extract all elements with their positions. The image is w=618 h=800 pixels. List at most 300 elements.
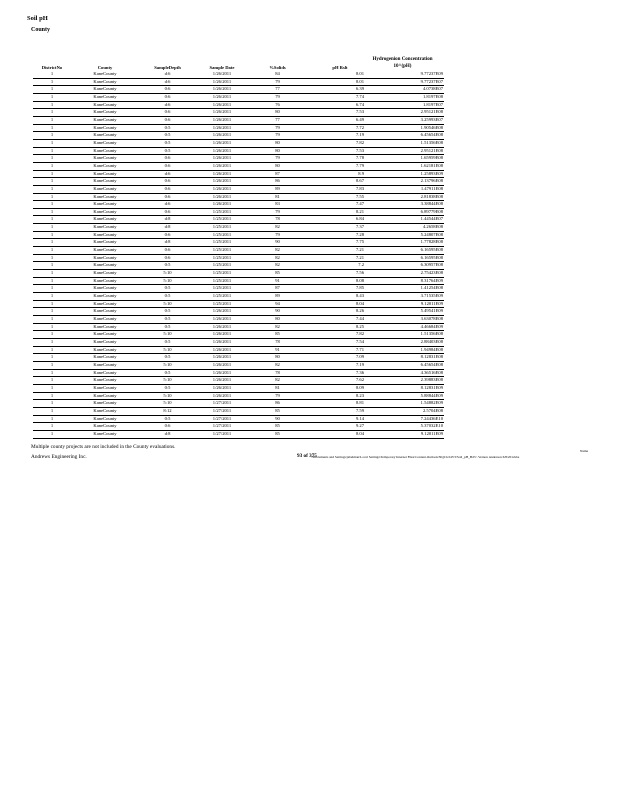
cell-county: KaneCounty bbox=[71, 415, 139, 423]
cell-sample-date: 1/25/2011 bbox=[196, 293, 248, 301]
cell-ph-rslt: 7.47 bbox=[307, 201, 373, 209]
cell-hydrogen-concentration: 1.77828E08 bbox=[373, 239, 444, 247]
cell-county: KaneCounty bbox=[71, 78, 139, 86]
table-row bbox=[33, 155, 444, 163]
cell-districtno: 1 bbox=[33, 361, 71, 369]
cell-sample-date: 1/26/2011 bbox=[196, 78, 248, 86]
cell-hydrogen-concentration: 1.51356E08 bbox=[373, 139, 444, 147]
table-row bbox=[33, 162, 444, 170]
cell-county: KaneCounty bbox=[71, 400, 139, 408]
cell-solids: 80 bbox=[248, 109, 307, 117]
cell-county: KaneCounty bbox=[71, 193, 139, 201]
cell-hydrogen-concentration: 4.46684E09 bbox=[373, 323, 444, 331]
table-row bbox=[33, 116, 444, 124]
table-row bbox=[33, 239, 444, 247]
cell-districtno: 1 bbox=[33, 308, 71, 316]
cell-sampledepth: 0:6 bbox=[139, 162, 196, 170]
cell-county: KaneCounty bbox=[71, 331, 139, 339]
cell-sampledepth: 0:5 bbox=[139, 124, 196, 132]
cell-sample-date: 1/25/2011 bbox=[196, 262, 248, 270]
cell-hydrogen-concentration: 6.30957E08 bbox=[373, 262, 444, 270]
cell-sampledepth: 0:5 bbox=[139, 262, 196, 270]
cell-ph-rslt: 7.79 bbox=[307, 162, 373, 170]
cell-ph-rslt: 7.2 bbox=[307, 262, 373, 270]
cell-districtno: 1 bbox=[33, 430, 71, 438]
cell-sampledepth: d:6 bbox=[139, 78, 196, 86]
cell-ph-rslt: 7.85 bbox=[307, 285, 373, 293]
cell-hydrogen-concentration: 1.25893E09 bbox=[373, 170, 444, 178]
cell-county: KaneCounty bbox=[71, 316, 139, 324]
cell-sampledepth: 5:10 bbox=[139, 300, 196, 308]
footer-company: Andrews Engineering Inc. bbox=[31, 454, 87, 460]
table-row bbox=[33, 224, 444, 232]
cell-solids: 79 bbox=[248, 78, 307, 86]
cell-sample-date: 1/26/2011 bbox=[196, 178, 248, 186]
cell-ph-rslt: 8.04 bbox=[307, 300, 373, 308]
cell-county: KaneCounty bbox=[71, 247, 139, 255]
table-row bbox=[33, 316, 444, 324]
cell-ph-rslt: 6.74 bbox=[307, 101, 373, 109]
cell-sampledepth: 5:10 bbox=[139, 392, 196, 400]
cell-sample-date: 1/26/2011 bbox=[196, 139, 248, 147]
cell-districtno: 1 bbox=[33, 323, 71, 331]
cell-ph-rslt: 8.08 bbox=[307, 277, 373, 285]
cell-hydrogen-concentration: 8.12831E09 bbox=[373, 384, 444, 392]
cell-sampledepth: 0:6 bbox=[139, 155, 196, 163]
cell-county: KaneCounty bbox=[71, 231, 139, 239]
cell-ph-rslt: 7.19 bbox=[307, 361, 373, 369]
cell-districtno: 1 bbox=[33, 132, 71, 140]
cell-districtno: 1 bbox=[33, 338, 71, 346]
cell-solids: 82 bbox=[248, 254, 307, 262]
cell-county: KaneCounty bbox=[71, 139, 139, 147]
cell-ph-rslt: 7.37 bbox=[307, 224, 373, 232]
cell-county: KaneCounty bbox=[71, 109, 139, 117]
cell-ph-rslt: 8.09 bbox=[307, 384, 373, 392]
cell-sample-date: 1/26/2011 bbox=[196, 155, 248, 163]
report-title: Soil pH bbox=[27, 15, 48, 22]
cell-ph-rslt: 9.27 bbox=[307, 423, 373, 431]
cell-sample-date: 1/25/2011 bbox=[196, 224, 248, 232]
hydrogen-header-line1: Hydrogenion Concentration bbox=[372, 57, 433, 62]
cell-solids: 79 bbox=[248, 392, 307, 400]
cell-ph-rslt: 8.21 bbox=[307, 208, 373, 216]
cell-sampledepth: 0:6 bbox=[139, 247, 196, 255]
soil-ph-table bbox=[33, 65, 444, 439]
table-row bbox=[33, 208, 444, 216]
cell-ph-rslt: 8.23 bbox=[307, 392, 373, 400]
cell-hydrogen-concentration: 4.36516E08 bbox=[373, 369, 444, 377]
cell-hydrogen-concentration: 6.16595E08 bbox=[373, 247, 444, 255]
cell-sample-date: 1/26/2011 bbox=[196, 101, 248, 109]
cell-districtno: 1 bbox=[33, 116, 71, 124]
cell-districtno: 1 bbox=[33, 415, 71, 423]
cell-sampledepth: 0:5 bbox=[139, 415, 196, 423]
cell-solids: 86 bbox=[248, 400, 307, 408]
cell-sampledepth: 0:5 bbox=[139, 139, 196, 147]
cell-sampledepth: 5:10 bbox=[139, 277, 196, 285]
footer-note: Multiple county projects are not included in the County evaluations. bbox=[31, 444, 176, 450]
cell-sampledepth: 0:5 bbox=[139, 354, 196, 362]
cell-county: KaneCounty bbox=[71, 170, 139, 178]
table-row bbox=[33, 193, 444, 201]
col-header-districtno: DistrictNo bbox=[41, 65, 63, 70]
cell-solids: 78 bbox=[248, 369, 307, 377]
cell-solids: 81 bbox=[248, 193, 307, 201]
cell-county: KaneCounty bbox=[71, 285, 139, 293]
cell-districtno: 1 bbox=[33, 400, 71, 408]
cell-solids: 85 bbox=[248, 423, 307, 431]
cell-solids: 85 bbox=[248, 407, 307, 415]
cell-solids: 85 bbox=[248, 331, 307, 339]
cell-sample-date: 1/27/2011 bbox=[196, 430, 248, 438]
cell-hydrogen-concentration: 6.45654E08 bbox=[373, 132, 444, 140]
cell-hydrogen-concentration: 1.62181E08 bbox=[373, 162, 444, 170]
cell-sampledepth: 0:6 bbox=[139, 109, 196, 117]
cell-districtno: 1 bbox=[33, 162, 71, 170]
cell-solids: 90 bbox=[248, 415, 307, 423]
cell-solids: 94 bbox=[248, 300, 307, 308]
cell-solids: 87 bbox=[248, 285, 307, 293]
cell-districtno: 1 bbox=[33, 201, 71, 209]
cell-sample-date: 1/26/2011 bbox=[196, 331, 248, 339]
cell-districtno: 1 bbox=[33, 369, 71, 377]
cell-sample-date: 1/26/2011 bbox=[196, 384, 248, 392]
table-row bbox=[33, 262, 444, 270]
cell-hydrogen-concentration: 5.49541E09 bbox=[373, 308, 444, 316]
cell-ph-rslt: 6.84 bbox=[307, 216, 373, 224]
table-row bbox=[33, 392, 444, 400]
cell-hydrogen-concentration: 2.75423E08 bbox=[373, 270, 444, 278]
table-row bbox=[33, 293, 444, 301]
cell-hydrogen-concentration: 3.25993E07 bbox=[373, 116, 444, 124]
cell-solids: 79 bbox=[248, 155, 307, 163]
cell-hydrogen-concentration: 2.13796E08 bbox=[373, 178, 444, 186]
cell-sampledepth: 0:6 bbox=[139, 208, 196, 216]
col-header-solids: %Solids bbox=[269, 65, 286, 70]
cell-ph-rslt: 7.82 bbox=[307, 331, 373, 339]
table-row bbox=[33, 139, 444, 147]
cell-ph-rslt: 7.55 bbox=[307, 193, 373, 201]
table-row bbox=[33, 323, 444, 331]
table-row bbox=[33, 407, 444, 415]
cell-sample-date: 1/25/2011 bbox=[196, 300, 248, 308]
cell-ph-rslt: 7.53 bbox=[307, 147, 373, 155]
cell-districtno: 1 bbox=[33, 285, 71, 293]
cell-ph-rslt: 7.09 bbox=[307, 354, 373, 362]
cell-hydrogen-concentration: 1.44544E07 bbox=[373, 216, 444, 224]
cell-sampledepth: 0:5 bbox=[139, 384, 196, 392]
cell-ph-rslt: 7.78 bbox=[307, 155, 373, 163]
cell-ph-rslt: 8.01 bbox=[307, 78, 373, 86]
cell-hydrogen-concentration: 5.24807E08 bbox=[373, 231, 444, 239]
cell-county: KaneCounty bbox=[71, 392, 139, 400]
cell-county: KaneCounty bbox=[71, 270, 139, 278]
cell-districtno: 1 bbox=[33, 300, 71, 308]
cell-county: KaneCounty bbox=[71, 262, 139, 270]
cell-districtno: 1 bbox=[33, 293, 71, 301]
cell-county: KaneCounty bbox=[71, 338, 139, 346]
table-row bbox=[33, 132, 444, 140]
cell-hydrogen-concentration: 2.95121E08 bbox=[373, 147, 444, 155]
cell-hydrogen-concentration: 8.12831E08 bbox=[373, 354, 444, 362]
cell-ph-rslt: 7.54 bbox=[307, 338, 373, 346]
cell-county: KaneCounty bbox=[71, 93, 139, 101]
cell-solids: 82 bbox=[248, 361, 307, 369]
cell-solids: 80 bbox=[248, 354, 307, 362]
cell-districtno: 1 bbox=[33, 216, 71, 224]
cell-county: KaneCounty bbox=[71, 224, 139, 232]
cell-hydrogen-concentration: 1.8197E08 bbox=[373, 93, 444, 101]
cell-solids: 80 bbox=[248, 147, 307, 155]
cell-hydrogen-concentration: 5.88844E09 bbox=[373, 392, 444, 400]
cell-sample-date: 1/26/2011 bbox=[196, 124, 248, 132]
cell-sampledepth: 0:5 bbox=[139, 132, 196, 140]
cell-ph-rslt: 8.04 bbox=[307, 430, 373, 438]
cell-ph-rslt: 7.44 bbox=[307, 316, 373, 324]
cell-sample-date: 1/26/2011 bbox=[196, 147, 248, 155]
cell-districtno: 1 bbox=[33, 384, 71, 392]
hydrogen-header-line2: 10^(pH) bbox=[393, 64, 412, 69]
cell-sampledepth: 0:6 bbox=[139, 254, 196, 262]
cell-solids: 80 bbox=[248, 316, 307, 324]
cell-solids: 80 bbox=[248, 162, 307, 170]
cell-ph-rslt: 9.14 bbox=[307, 415, 373, 423]
cell-solids: 82 bbox=[248, 377, 307, 385]
table-row bbox=[33, 285, 444, 293]
cell-districtno: 1 bbox=[33, 71, 71, 78]
cell-solids: 79 bbox=[248, 132, 307, 140]
cell-sample-date: 1/25/2011 bbox=[196, 254, 248, 262]
cell-ph-rslt: 7.28 bbox=[307, 231, 373, 239]
cell-hydrogen-concentration: 1.94984E08 bbox=[373, 346, 444, 354]
table-row bbox=[33, 400, 444, 408]
cell-sample-date: 1/25/2011 bbox=[196, 285, 248, 293]
cell-ph-rslt: 8.43 bbox=[307, 293, 373, 301]
cell-districtno: 1 bbox=[33, 124, 71, 132]
cell-county: KaneCounty bbox=[71, 208, 139, 216]
cell-county: KaneCounty bbox=[71, 178, 139, 186]
cell-solids: 77 bbox=[248, 86, 307, 94]
cell-county: KaneCounty bbox=[71, 377, 139, 385]
cell-sampledepth: d:8 bbox=[139, 224, 196, 232]
cell-sampledepth: 0:6 bbox=[139, 93, 196, 101]
cell-ph-rslt: 8.26 bbox=[307, 308, 373, 316]
cell-hydrogen-concentration: 6.16595E08 bbox=[373, 254, 444, 262]
table-row bbox=[33, 430, 444, 438]
cell-county: KaneCounty bbox=[71, 216, 139, 224]
cell-sample-date: 1/26/2011 bbox=[196, 93, 248, 101]
cell-hydrogen-concentration: 1.8197E07 bbox=[373, 101, 444, 109]
table-row bbox=[33, 346, 444, 354]
cell-districtno: 1 bbox=[33, 277, 71, 285]
cell-county: KaneCounty bbox=[71, 185, 139, 193]
cell-districtno: 1 bbox=[33, 346, 71, 354]
table-row bbox=[33, 423, 444, 431]
table-row bbox=[33, 361, 444, 369]
cell-solids: 85 bbox=[248, 270, 307, 278]
cell-sample-date: 1/26/2011 bbox=[196, 377, 248, 385]
cell-sample-date: 1/26/2011 bbox=[196, 354, 248, 362]
table-row bbox=[33, 124, 444, 132]
cell-hydrogen-concentration: 1.54882E09 bbox=[373, 400, 444, 408]
cell-county: KaneCounty bbox=[71, 354, 139, 362]
cell-sample-date: 1/25/2011 bbox=[196, 216, 248, 224]
cell-ph-rslt: 7.56 bbox=[307, 270, 373, 278]
cell-districtno: 1 bbox=[33, 224, 71, 232]
cell-sample-date: 1/26/2011 bbox=[196, 201, 248, 209]
table-row bbox=[33, 170, 444, 178]
cell-sample-date: 1/26/2011 bbox=[196, 361, 248, 369]
cell-hydrogen-concentration: 1.47911E08 bbox=[373, 185, 444, 193]
cell-hydrogen-concentration: 3.63078E08 bbox=[373, 316, 444, 324]
cell-solids: 82 bbox=[248, 323, 307, 331]
cell-ph-rslt: 7.21 bbox=[307, 254, 373, 262]
cell-hydrogen-concentration: 3.38844E08 bbox=[373, 201, 444, 209]
cell-ph-rslt: 7.19 bbox=[307, 132, 373, 140]
cell-ph-rslt: 7.72 bbox=[307, 124, 373, 132]
report-subtitle: County bbox=[31, 27, 51, 33]
cell-solids: 90 bbox=[248, 308, 307, 316]
cell-hydrogen-concentration: 9.12011E09 bbox=[373, 300, 444, 308]
cell-solids: 79 bbox=[248, 208, 307, 216]
cell-districtno: 1 bbox=[33, 423, 71, 431]
cell-sampledepth: 0:5 bbox=[139, 293, 196, 301]
cell-districtno: 1 bbox=[33, 78, 71, 86]
cell-sample-date: 1/26/2011 bbox=[196, 162, 248, 170]
cell-hydrogen-concentration: 3.71535E09 bbox=[373, 293, 444, 301]
cell-solids: 77 bbox=[248, 116, 307, 124]
table-row bbox=[33, 354, 444, 362]
cell-hydrogen-concentration: 2.88403E08 bbox=[373, 338, 444, 346]
cell-ph-rslt: 7.53 bbox=[307, 109, 373, 117]
table-row bbox=[33, 277, 444, 285]
cell-sampledepth: 0:5 bbox=[139, 308, 196, 316]
cell-sampledepth: d:6 bbox=[139, 201, 196, 209]
table-row bbox=[33, 231, 444, 239]
cell-solids: 91 bbox=[248, 346, 307, 354]
cell-sample-date: 1/26/2011 bbox=[196, 308, 248, 316]
cell-districtno: 1 bbox=[33, 93, 71, 101]
cell-sample-date: 1/26/2011 bbox=[196, 193, 248, 201]
cell-solids: 89 bbox=[248, 293, 307, 301]
table-row bbox=[33, 185, 444, 193]
table-row bbox=[33, 201, 444, 209]
cell-county: KaneCounty bbox=[71, 71, 139, 78]
cell-ph-rslt: 7.82 bbox=[307, 139, 373, 147]
cell-sampledepth: 0:5 bbox=[139, 316, 196, 324]
cell-sample-date: 1/27/2011 bbox=[196, 400, 248, 408]
cell-ph-rslt: 8.9 bbox=[307, 170, 373, 178]
cell-county: KaneCounty bbox=[71, 124, 139, 132]
cell-sampledepth: 0:6 bbox=[139, 185, 196, 193]
cell-districtno: 1 bbox=[33, 239, 71, 247]
cell-districtno: 1 bbox=[33, 147, 71, 155]
cell-districtno: 1 bbox=[33, 193, 71, 201]
cell-ph-rslt: 6.49 bbox=[307, 116, 373, 124]
cell-sample-date: 1/27/2011 bbox=[196, 407, 248, 415]
cell-districtno: 1 bbox=[33, 185, 71, 193]
table-row bbox=[33, 338, 444, 346]
cell-county: KaneCounty bbox=[71, 384, 139, 392]
table-row bbox=[33, 247, 444, 255]
cell-sampledepth: 0:6 bbox=[139, 86, 196, 94]
cell-hydrogen-concentration: 2.5704E08 bbox=[373, 407, 444, 415]
cell-sample-date: 1/25/2011 bbox=[196, 247, 248, 255]
cell-ph-rslt: 7.36 bbox=[307, 369, 373, 377]
cell-sampledepth: 0:5 bbox=[139, 285, 196, 293]
table-row bbox=[33, 254, 444, 262]
cell-hydrogen-concentration: 1.51356E08 bbox=[373, 331, 444, 339]
cell-sample-date: 1/26/2011 bbox=[196, 132, 248, 140]
table-row bbox=[33, 384, 444, 392]
cell-ph-rslt: 7.83 bbox=[307, 185, 373, 193]
cell-county: KaneCounty bbox=[71, 361, 139, 369]
cell-hydrogen-concentration: 1.65959E08 bbox=[373, 155, 444, 163]
cell-county: KaneCounty bbox=[71, 132, 139, 140]
cell-solids: 79 bbox=[248, 124, 307, 132]
cell-sample-date: 1/26/2011 bbox=[196, 170, 248, 178]
cell-sampledepth: 5:10 bbox=[139, 331, 196, 339]
cell-sample-date: 1/26/2011 bbox=[196, 86, 248, 94]
cell-hydrogen-concentration: 4.2658E08 bbox=[373, 224, 444, 232]
table-row bbox=[33, 331, 444, 339]
table-row bbox=[33, 109, 444, 117]
table-row bbox=[33, 71, 444, 78]
cell-sampledepth: 0:5 bbox=[139, 323, 196, 331]
cell-county: KaneCounty bbox=[71, 116, 139, 124]
cell-solids: 86 bbox=[248, 178, 307, 186]
cell-hydrogen-concentration: 1.41254E08 bbox=[373, 285, 444, 293]
col-header-county: County bbox=[97, 65, 113, 70]
cell-hydrogen-concentration: 1.90546E08 bbox=[373, 124, 444, 132]
cell-sample-date: 1/26/2011 bbox=[196, 346, 248, 354]
cell-sample-date: 1/26/2011 bbox=[196, 316, 248, 324]
cell-districtno: 1 bbox=[33, 109, 71, 117]
cell-county: KaneCounty bbox=[71, 323, 139, 331]
cell-sampledepth: 0:5 bbox=[139, 147, 196, 155]
cell-sampledepth: 5:10 bbox=[139, 361, 196, 369]
table-row bbox=[33, 147, 444, 155]
cell-sample-date: 1/25/2011 bbox=[196, 231, 248, 239]
cell-county: KaneCounty bbox=[71, 300, 139, 308]
cell-sampledepth: 0:5 bbox=[139, 369, 196, 377]
cell-sampledepth: 0:6 bbox=[139, 193, 196, 201]
col-header-ph-rslt: pH Rslt bbox=[332, 65, 348, 70]
cell-sampledepth: 5:10 bbox=[139, 346, 196, 354]
cell-districtno: 1 bbox=[33, 178, 71, 186]
cell-sample-date: 1/25/2011 bbox=[196, 239, 248, 247]
cell-sampledepth: 0:6 bbox=[139, 231, 196, 239]
cell-districtno: 1 bbox=[33, 247, 71, 255]
cell-ph-rslt: 7.59 bbox=[307, 407, 373, 415]
cell-sampledepth: 0:6 bbox=[139, 423, 196, 431]
cell-hydrogen-concentration: 9.77237E07 bbox=[373, 78, 444, 86]
cell-solids: 85 bbox=[248, 430, 307, 438]
cell-county: KaneCounty bbox=[71, 101, 139, 109]
cell-sampledepth: d:8 bbox=[139, 216, 196, 224]
cell-county: KaneCounty bbox=[71, 308, 139, 316]
cell-sampledepth: 5:10 bbox=[139, 400, 196, 408]
cell-county: KaneCounty bbox=[71, 201, 139, 209]
cell-districtno: 1 bbox=[33, 407, 71, 415]
cell-solids: 87 bbox=[248, 170, 307, 178]
cell-ph-rslt: 8.67 bbox=[307, 178, 373, 186]
cell-ph-rslt: 7.71 bbox=[307, 346, 373, 354]
cell-districtno: 1 bbox=[33, 262, 71, 270]
cell-sampledepth: d:8 bbox=[139, 239, 196, 247]
table-row bbox=[33, 308, 444, 316]
